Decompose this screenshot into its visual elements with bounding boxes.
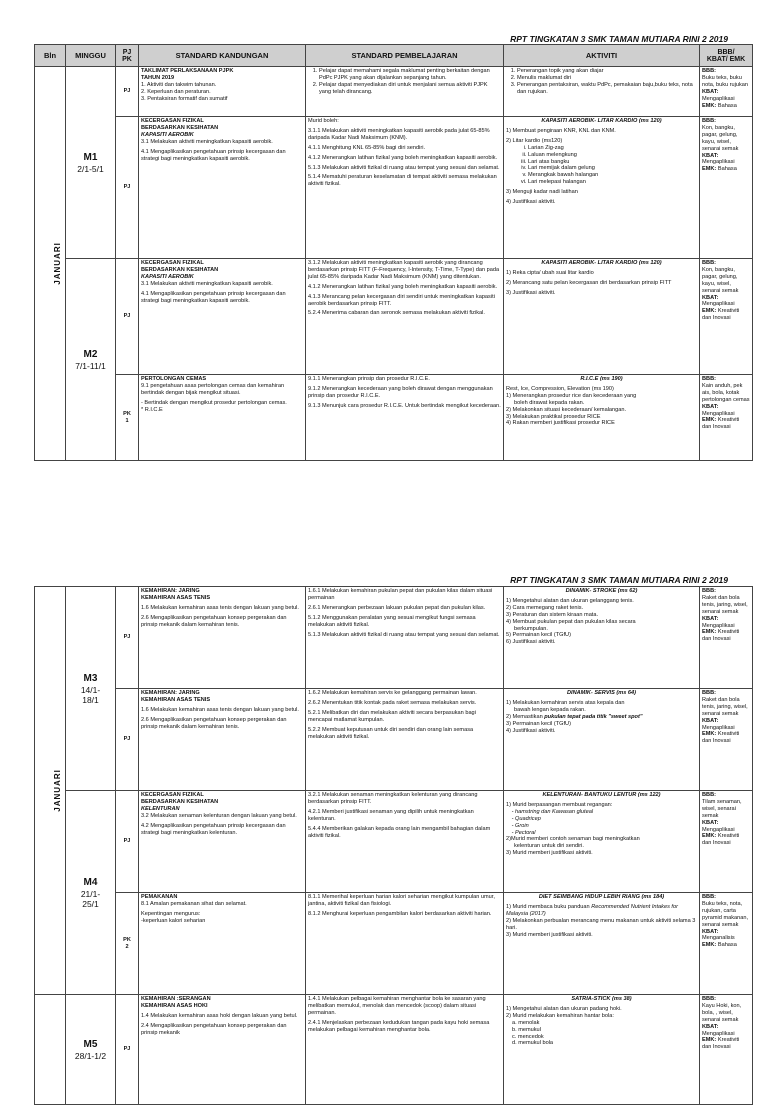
type-cell <box>116 893 139 995</box>
sk-cell <box>139 117 306 259</box>
week-name: M2 <box>83 348 98 360</box>
sk-item: 3.1 Melakukan aktiviti meningkatkan kapasiti aerobik. <box>141 138 273 145</box>
kbat-label: KBAT: <box>702 615 719 622</box>
akt-item <box>506 714 697 721</box>
akt-subitem: vi. Lari melepasi halangan <box>528 179 697 186</box>
akt-item: 2)Murid memberi contoh senaman bagi meningkatkan <box>506 836 640 843</box>
week-name: M5 <box>83 1038 98 1050</box>
akt-item: 3) Melakukan praktikal prosedur RICE <box>506 413 601 420</box>
sp-item: 5.1.3 Melakukan aktiviti fizikal di ruang atau tempat yang sesuai dan selamat. <box>308 164 500 171</box>
emk-label: EMK: <box>702 308 717 315</box>
week-dates-end: 25/1 <box>82 898 99 909</box>
sk-cell <box>139 375 306 461</box>
akt-item: 2. Menulis maklumat diri <box>517 75 697 82</box>
col-bln: Bln <box>35 45 66 67</box>
akt-item: 4) Justifikasi aktiviti. <box>506 199 556 206</box>
sp-item: 9.1.1 Menerangkan prinsip dan prosedur R.I.C.E. <box>308 376 430 382</box>
akt-item: 3) Murid memberi justifikasi aktiviti. <box>506 850 593 857</box>
week-dates: 14/1- <box>80 684 101 695</box>
bbb-cell <box>700 117 753 259</box>
akt-item: 1) Menerangkan prosedur rice dan kecederaan yang <box>506 392 637 399</box>
sk-title: PERTOLONGAN CEMAS <box>141 376 207 382</box>
sp-item: 4.1.3 Merancang pelan kecergasan diri sendiri untuk meningkatkan kapasiti aerobik berdasarkan prinsip FITT. <box>308 293 495 307</box>
bbb-value: Tilam senaman, wisel, senarai semak <box>702 798 742 819</box>
akt-cell <box>504 893 700 995</box>
sp-cell <box>306 117 504 259</box>
bbb-cell <box>700 375 753 461</box>
sk-title-2: TAHUN 2019 <box>141 74 175 81</box>
sk-title: TAKLIMAT PERLAKSANAAN PJPK <box>141 68 234 74</box>
sp-item: 1.4.1 Melakukan pelbagai kemahiran menghantar bola ke sasaran yang melibatkan memukul, menolak dan mencedok (scoop) dalam situasi permainan. <box>308 996 486 1016</box>
kbat-value: Menganalisis <box>702 935 735 942</box>
emk-value: Kreativiti dan Inovasi <box>702 308 740 322</box>
akt-title: DINAMIK- SERVIS (ms 64) <box>566 690 636 696</box>
col-pj: PJ <box>122 48 132 56</box>
sk-item: 4.1 Mengaplikasikan pengetahuan prinsip kecergasan dan strategi bagi meningkatkan kapasiti aerobik. <box>141 290 286 304</box>
sk-item: 9.1 pengetahuan asas pertolongan cemas dan kemahiran bertindak dengan bijak mengikut situasi. <box>141 382 285 396</box>
bbb-cell <box>700 995 753 1105</box>
page-header-title-2: RPT TINGKATAN 3 SMK TAMAN MUTIARA RINI 2 2019 <box>510 575 728 585</box>
akt-item-cont: bawah lengan kepada rakan. <box>514 706 586 713</box>
sp-item: 8.1.1 Memerihal keperluan harian kalori seharian mengikut kumpulan umur, jantina, aktiviti fizikal dan fisiologi. <box>308 894 495 907</box>
akt-item-cont: boleh dirawat kepada rakan. <box>514 399 585 406</box>
sp-cell <box>306 259 504 375</box>
col-standard-kandungan: STANDARD KANDUNGAN <box>139 45 306 67</box>
week-name: M3 <box>83 672 98 684</box>
bbb-label: BBB: <box>702 894 716 900</box>
sp-cell <box>306 587 504 689</box>
akt-item-cont: kelenturan untuk diri sendiri. <box>514 843 584 850</box>
month-cell <box>35 67 66 461</box>
akt-item-emph: Recommended Nutrient Intakes for Malaysia (2017) <box>506 903 678 917</box>
akt-item: 6) Justifikasi aktiviti. <box>506 639 556 646</box>
sp-item: 5.1.2 Menggunakan peralatan yang sesuai mengikut fungsi semasa melakukan aktiviti fizikal. <box>308 614 476 628</box>
akt-item: 1) Murid berpasangan membuat regangan: <box>506 801 613 808</box>
week-dates-end: 18/1 <box>82 694 99 705</box>
bbb-value: Kayu Hoki, kon, bola, , wisel, senarai semak <box>702 1002 742 1023</box>
type-number: 2 <box>125 943 129 950</box>
bbb-cell <box>700 587 753 689</box>
sk-subtitle: KAPASITI AEROBIK <box>141 273 194 280</box>
akt-title: DINAMIK- STROKE (ms 62) <box>565 588 638 594</box>
emk-value: Bahasa <box>717 102 737 109</box>
week-dates: 2/1-5/1 <box>77 163 104 174</box>
sk-item: 2.6 Mengaplikasikan pengetahuan konsep pergerakan dan prinsip mekanik dalam kemahiran tenis. <box>141 614 287 628</box>
sp-item: 1.6.1 Melakukan kemahiran pukulan pepat dan pukulan kilas dalam situasi permainan <box>308 588 493 601</box>
week-cell-m4 <box>66 791 116 995</box>
week-dates: 7/1-11/1 <box>75 360 106 371</box>
sk-item: 3. Pentaksiran formatif dan sumatif <box>141 95 228 102</box>
col-bbb-line1: BBB/ <box>717 48 735 56</box>
sp-item: 4.1.2 Menerangkan latihan fizikal yang boleh meningkatkan kapasiti aerobik. <box>308 283 498 290</box>
bbb-label: BBB: <box>702 118 716 124</box>
kbat-label: KBAT: <box>702 1023 719 1030</box>
kbat-value: Mengaplikasi <box>702 301 735 308</box>
sk-title: KEMAHIRAN: JARING <box>141 690 200 696</box>
sk-cell <box>139 67 306 117</box>
akt-item: 2) Litar kardio (ms120) <box>506 137 563 144</box>
sk-item: 2.4 Mengaplikasikan pengetahuan konsep pergerakan dan prinsip mekanik <box>141 1022 287 1036</box>
sk-item: 2.6 Mengaplikasikan pengetahuan konsep pergerakan dan prinsip mekanik dalam kemahiran tenis. <box>141 716 287 730</box>
emk-value: Kreativiti dan Inovasi <box>702 1037 740 1051</box>
akt-item: 2) Merancang satu pelan kecergasan diri berdasarkan prinsip FITT <box>506 279 672 286</box>
table-row <box>35 995 753 1105</box>
month-label: JANUARI <box>52 768 62 812</box>
akt-title: DIET SEIMBANG HIDUP LEBIH RIANG (ms 184) <box>538 894 665 900</box>
sk-item: 3.2 Melakukan senaman kelenturan dengan lakuan yang betul. <box>141 812 297 819</box>
bbb-cell <box>700 791 753 893</box>
akt-item: 3) Justifikasi aktiviti. <box>506 289 556 296</box>
akt-item: 2) Cara memegang raket tenis. <box>506 604 584 611</box>
sp-intro: Murid boleh: <box>308 118 339 124</box>
table-row <box>35 791 753 893</box>
bbb-cell <box>700 259 753 375</box>
akt-cell <box>504 67 700 117</box>
sk-item: - Bertindak dengan mengikut prosedur pertolongan cemas. <box>141 399 287 406</box>
rpt-table-1 <box>34 44 753 461</box>
rpt-table-2 <box>34 586 753 1105</box>
akt-cell <box>504 689 700 791</box>
akt-title: KAPASITI AEROBIK- LITAR KARDIO (ms 120) <box>541 118 662 124</box>
sk-cell <box>139 791 306 893</box>
akt-item: 3) Murid memberi justifikasi aktiviti. <box>506 931 593 938</box>
akt-subitem: d. memukul bola <box>512 1040 554 1047</box>
type-cell: PJ <box>116 67 139 117</box>
kbat-value: Mengaplikasi <box>702 622 735 629</box>
akt-subitem: - Quadricep <box>515 816 697 823</box>
sk-item: 4.1 Mengaplikasikan pengetahuan prinsip kecergasan dan strategi bagi meningkatkan kapasiti aerobik. <box>141 148 286 162</box>
bbb-value: Raket dan bola tenis, jaring, wisel, senarai semak <box>702 696 748 717</box>
type-label: PK <box>123 410 131 417</box>
sp-cell <box>306 689 504 791</box>
emk-label: EMK: <box>702 629 717 636</box>
col-minggu: MINGGU <box>66 45 116 67</box>
col-pk: PK <box>122 55 132 63</box>
akt-item: 1) Mengetahui alatan dan ukuran gelanggang tenis. <box>506 597 634 604</box>
sk-title: PEMAKANAN <box>141 894 178 900</box>
sk-item: 1. Aktiviti dan takwim tahunan. <box>141 81 217 88</box>
emk-label: EMK: <box>702 417 717 424</box>
kbat-label: KBAT: <box>702 717 719 724</box>
bbb-label: BBB: <box>702 996 716 1002</box>
table-row <box>35 259 753 375</box>
type-cell <box>116 375 139 461</box>
kbat-label: KBAT: <box>702 928 719 935</box>
akt-subitem: - Pectoral <box>515 830 697 837</box>
sk-item: 4.2 Mengaplikasikan pengetahuan prinsip kecergasan dan strategi bagi meningkatkan kelenturan. <box>141 822 286 836</box>
sp-cell <box>306 791 504 893</box>
sp-item: 3.2.1 Melakukan senaman meningkatkan kelenturan yang dirancang berdasarkan prinsip FITT. <box>308 792 478 805</box>
akt-subitem: c. mencedok <box>512 1033 544 1040</box>
sp-item: 2.6.2 Menentukan titik kontak pada raket semasa melakukan servis. <box>308 699 477 706</box>
sk-title: KECERGASAN FIZIKAL <box>141 792 204 798</box>
sp-item: 8.1.2 Menghurai keperluan pengambilan kalori berdasarkan aktiviti harian. <box>308 910 492 917</box>
col-standard-pembelajaran: STANDARD PEMBELAJARAN <box>306 45 504 67</box>
akt-item-emph: pukulan tepat pada titik "sweet spot" <box>544 713 643 720</box>
table-header-row <box>35 45 753 67</box>
emk-value: Kreativiti dan Inovasi <box>702 417 740 431</box>
emk-value: Bahasa <box>717 166 737 173</box>
table-row <box>35 117 753 259</box>
sp-item: 5.2.2 Membuat keputusan untuk diri sendiri dan orang lain semasa melakukan aktiviti fizikal. <box>308 726 474 740</box>
kbat-value: Mengaplikasi <box>702 95 735 102</box>
sk-item: 1.6 Melakukan kemahiran asas tenis dengan lakuan yang betul. <box>141 706 299 713</box>
akt-subitem: i. Larian Zig-zag <box>528 145 697 152</box>
sk-cell <box>139 689 306 791</box>
month-cell-cont <box>35 995 66 1105</box>
emk-label: EMK: <box>702 102 717 109</box>
bbb-label: BBB: <box>702 260 716 266</box>
akt-item: 3) Permainan kecil (TGfU) <box>506 720 571 727</box>
sk-item: 1.6 Melakukan kemahiran asas tenis dengan lakuan yang betul. <box>141 604 299 611</box>
sk-title-2: BERDASARKAN KESIHATAN <box>141 124 219 131</box>
bbb-label: BBB: <box>702 376 716 382</box>
akt-subitem: v. Merangkak bawah halangan <box>528 172 697 179</box>
sk-cell <box>139 893 306 995</box>
sk-title: KECERGASAN FIZIKAL <box>141 260 204 266</box>
sp-item: 2.4.1 Menjelaskan perbezaan kedudukan tangan pada kayu hoki semasa melakukan pelbagai kemahiran menghantar bola. <box>308 1019 490 1033</box>
akt-title: KAPASITI AEROBIK- LITAR KARDIO (ms 120) <box>541 260 662 266</box>
akt-subitem: - Groin <box>515 823 697 830</box>
akt-item <box>506 904 697 918</box>
type-number: 1 <box>125 417 129 424</box>
akt-item-text: 1) Murid membaca buku panduan <box>506 903 592 910</box>
sk-item: -keperluan kalori seharian <box>141 917 206 924</box>
sk-title-2: BERDASARKAN KESIHATAN <box>141 798 219 805</box>
sp-cell <box>306 893 504 995</box>
akt-title: KELENTURAN- BANTUKU LENTUR (ms 122) <box>542 792 661 798</box>
sp-item: 9.1.3 Menunjuk cara prosedur R.I.C.E. Untuk bertindak mengikut kecederaan. <box>308 402 501 409</box>
type-cell: PJ <box>116 259 139 375</box>
bbb-label: BBB: <box>702 68 716 74</box>
month-cell <box>35 587 66 995</box>
emk-label: EMK: <box>702 1037 717 1044</box>
week-cell-m1 <box>66 67 116 259</box>
sk-item: 2. Keperluan dan peraturan. <box>141 88 211 95</box>
sp-cell <box>306 995 504 1105</box>
sp-item: 3.1.2 Melakukan aktiviti meningkatkan kapasiti aerobik yang dirancang berdasarkan prinsip FITT (F-Frequency, I-Intensity, T-Time, T-Type) dan pada julat 65-85% daripada Kadar Nadi Maksimum (KNM) yang ditentukan. <box>308 260 500 280</box>
sp-item: 1.6.2 Melakukan kemahiran servis ke gelanggang permainan lawan. <box>308 690 477 696</box>
akt-item: 5) Permainan kecil (TGfU) <box>506 632 571 639</box>
akt-item: 2) Melakonkan situasi kecederaan/ kemalangan. <box>506 406 627 413</box>
kbat-label: KBAT: <box>702 403 719 410</box>
sk-title: KEMAHIRAN :SERANGAN <box>141 996 211 1002</box>
week-name: M4 <box>83 876 98 888</box>
akt-item: 3) Menguji kadar nadi latihan <box>506 189 578 196</box>
type-cell: PJ <box>116 995 139 1105</box>
bbb-cell <box>700 67 753 117</box>
sk-item: 1.4 Melakukan kemahiran asas hoki dengan lakuan yang betul. <box>141 1012 298 1019</box>
akt-cell <box>504 995 700 1105</box>
sp-item: 5.1.3 Melakukan aktiviti fizikal di ruang atau tempat yang sesuai dan selamat. <box>308 631 500 638</box>
akt-item: 3) Peraturan dan sistem kiraan mata. <box>506 611 599 618</box>
emk-label: EMK: <box>702 731 717 738</box>
sp-item: 3.1.1 Melakukan aktiviti meningkatkan kapasiti aerobik pada julat 65-85% daripada Kadar Nadi Maksimum (KNM). <box>308 127 490 141</box>
table-row <box>35 67 753 117</box>
table-row <box>35 375 753 461</box>
sp-item: 1. Pelajar dapat memahami segala maklumat penting berkaitan dengan PdPc PJPK yang akan dijalankan sepanjang tahun. <box>319 68 501 82</box>
kbat-label: KBAT: <box>702 819 719 826</box>
akt-item: 1) Melakukan kemahiran servis atas kepala dan <box>506 699 625 706</box>
akt-item: 4) Membuat pukulan pepat dan pukulan kilas secara <box>506 618 636 625</box>
bbb-value: Buku teks, buku nota, buku rujukan <box>702 74 749 88</box>
kbat-label: KBAT: <box>702 152 719 159</box>
emk-value: Kreativiti dan Inovasi <box>702 731 740 745</box>
sp-item: 5.4.4 Memberikan galakan kepada orang lain mengambil bahagian dalam aktiviti fizikal. <box>308 825 491 839</box>
sk-subtitle: KELENTURAN <box>141 805 180 812</box>
akt-item: 3. Penerangan pentaksiran, waktu PdPc, pemakaian baju,buku teks, nota dan rujukan. <box>517 82 697 96</box>
sp-item: 4.2.1 Memberi justifikasi senaman yang dipilih untuk meningkatkan kelenturan. <box>308 808 474 822</box>
sp-item: 2.6.1 Menerangkan perbezaan lakuan pukulan pepat dan pukulan kilas. <box>308 604 486 611</box>
bbb-value: Buku teks, nota, rujukan, carta pyramid makanan, senarai semak <box>702 900 749 928</box>
week-name: M1 <box>83 151 98 163</box>
bbb-label: BBB: <box>702 588 716 594</box>
week-dates: 21/1- <box>80 888 101 899</box>
akt-item-text: 2) Memastikan <box>506 713 545 720</box>
kbat-label: KBAT: <box>702 88 719 95</box>
bbb-value: Kain anduh, pek ais, bola, kotak pertolongan cemas <box>702 382 750 403</box>
col-bbb <box>700 45 753 67</box>
bbb-value: Kon, bangku, pagar, gelung, kayu, wisel, senarai semak <box>702 124 739 152</box>
kbat-label: KBAT: <box>702 294 719 301</box>
akt-item: 2) Melakonkan perbualan merancang menu makanan untuk aktiviti selama 3 hari. <box>506 917 696 931</box>
akt-cell <box>504 259 700 375</box>
emk-label: EMK: <box>702 942 717 949</box>
bbb-cell <box>700 893 753 995</box>
emk-value: Kreativiti dan Inovasi <box>702 629 740 643</box>
col-aktiviti: AKTIVITI <box>504 45 700 67</box>
sk-title-2: BERDASARKAN KESIHATAN <box>141 266 219 273</box>
sp-item: 5.2.4 Menerima cabaran dan seronok semasa melakukan aktiviti fizikal. <box>308 310 485 317</box>
kbat-value: Mengaplikasi <box>702 159 735 166</box>
sp-item: 4.1.2 Menerangkan latihan fizikal yang boleh meningkatkan kapasiti aerobik. <box>308 154 498 161</box>
sk-subtitle: KAPASITI AEROBIK <box>141 131 194 138</box>
sp-item: 2. Pelajar dapat menyediakan diri untuk menjalani semua aktiviti PJPK yang telah dirancang. <box>319 82 501 96</box>
week-cell-m2 <box>66 259 116 461</box>
type-cell: PJ <box>116 117 139 259</box>
type-cell: PJ <box>116 791 139 893</box>
bbb-cell <box>700 689 753 791</box>
sk-item: 8.1 Amalan pemakanan sihat dan selamat. <box>141 900 247 907</box>
akt-item: 4) Justifikasi aktiviti. <box>506 727 556 734</box>
col-bbb-line2: KBAT/ EMK <box>706 55 746 63</box>
kbat-value: Mengaplikasi <box>702 724 735 731</box>
sk-title-2: KEMAHIRAN ASAS HOKI <box>141 1002 208 1009</box>
akt-cell <box>504 375 700 461</box>
sk-cell <box>139 995 306 1105</box>
bbb-value: Kon, bangku, pagar, gelung, kayu, wisel, senarai semak <box>702 266 739 294</box>
akt-subitem: a. menolak <box>512 1019 540 1026</box>
type-label: PK <box>123 936 131 943</box>
akt-subitem: iii. Lari atas bangku <box>528 159 697 166</box>
emk-value: Kreativiti dan Inovasi <box>702 833 740 847</box>
emk-value: Bahasa <box>717 942 737 949</box>
sk-title: KECERGASAN FIZIKAL <box>141 118 204 124</box>
week-dates: 28/1-1/2 <box>74 1050 107 1061</box>
sk-title: KEMAHIRAN: JARING <box>141 588 200 594</box>
col-pjpk <box>116 45 139 67</box>
akt-item: 1) Reka cipta/ ubah suai litar kardio <box>506 269 594 276</box>
akt-subitem: - hamstring dan Kawasan gluteal <box>515 809 697 816</box>
akt-item: 4) Rakan memberi justifikasi prosedur RICE <box>506 420 615 427</box>
emk-label: EMK: <box>702 166 717 173</box>
table-row <box>35 689 753 791</box>
sk-item: * R.I.C.E <box>141 406 163 413</box>
sp-item: 5.2.1 Melibatkan diri dan melakukan aktiviti secara berpasukan bagi mencapai matlamat kumpulan. <box>308 709 476 723</box>
akt-subitem: ii. Laluan melengkung <box>528 152 697 159</box>
akt-subitem: b. memukul <box>512 1026 541 1033</box>
kbat-value: Mengaplikasi <box>702 826 735 833</box>
sk-cell <box>139 587 306 689</box>
table-row <box>35 893 753 995</box>
sk-title-2: KEMAHIRAN ASAS TENIS <box>141 696 211 703</box>
week-cell-m5 <box>66 995 116 1105</box>
table-row <box>35 587 753 689</box>
week-cell-m3 <box>66 587 116 791</box>
sk-item: 3.1 Melakukan aktiviti meningkatkan kapasiti aerobik. <box>141 280 273 287</box>
sp-item: 9.1.2 Menerangkan kecederaan yang boleh dirawat dengan menggunakan prinsip dan prosedur R.I.C.E. <box>308 385 493 399</box>
akt-item: 2) Murid melakukan kemahiran hantar bola: <box>506 1012 614 1019</box>
sk-item: Kepentingan mengurus: <box>141 910 201 917</box>
emk-label: EMK: <box>702 833 717 840</box>
akt-title: R.I.C.E (ms 190) <box>580 376 623 382</box>
sp-cell <box>306 67 504 117</box>
sp-item: 4.1.1 Menghitung KNL 65-85% bagi diri sendiri. <box>308 144 426 151</box>
akt-item-cont: berkumpulan. <box>514 625 548 632</box>
akt-title: SATRIA-STICK (ms 38) <box>571 996 632 1002</box>
akt-subitem: iv. Lari memijak dalam gelung <box>528 165 697 172</box>
akt-cell <box>504 587 700 689</box>
kbat-value: Mengaplikasi <box>702 410 735 417</box>
bbb-label: BBB: <box>702 690 716 696</box>
bbb-label: BBB: <box>702 792 716 798</box>
sp-item: 5.1.4 Mematuhi peraturan keselamatan di tempat aktiviti semasa melakukan aktiviti fizikal. <box>308 174 497 188</box>
sk-cell <box>139 259 306 375</box>
type-cell: PJ <box>116 587 139 689</box>
type-cell: PJ <box>116 689 139 791</box>
akt-item: Rest, Ice, Compression, Elevation (ms 190) <box>506 385 614 392</box>
kbat-value: Mengaplikasi <box>702 1030 735 1037</box>
akt-cell <box>504 117 700 259</box>
sk-title-2: KEMAHIRAN ASAS TENIS <box>141 594 211 601</box>
akt-item: 1) Membuat pengiraan KNR, KNL dan KNM. <box>506 127 616 134</box>
sp-cell <box>306 375 504 461</box>
page-header-title: RPT TINGKATAN 3 SMK TAMAN MUTIARA RINI 2 2019 <box>510 34 728 44</box>
akt-cell <box>504 791 700 893</box>
bbb-value: Raket dan bola tenis, jaring, wisel, senarai semak <box>702 594 748 615</box>
akt-item: 1) Mengetahui alatan dan ukuran padang hoki. <box>506 1005 622 1012</box>
month-label: JANUARI <box>52 241 62 285</box>
akt-item: 1. Penerangan topik yang akan diajar <box>517 68 697 75</box>
